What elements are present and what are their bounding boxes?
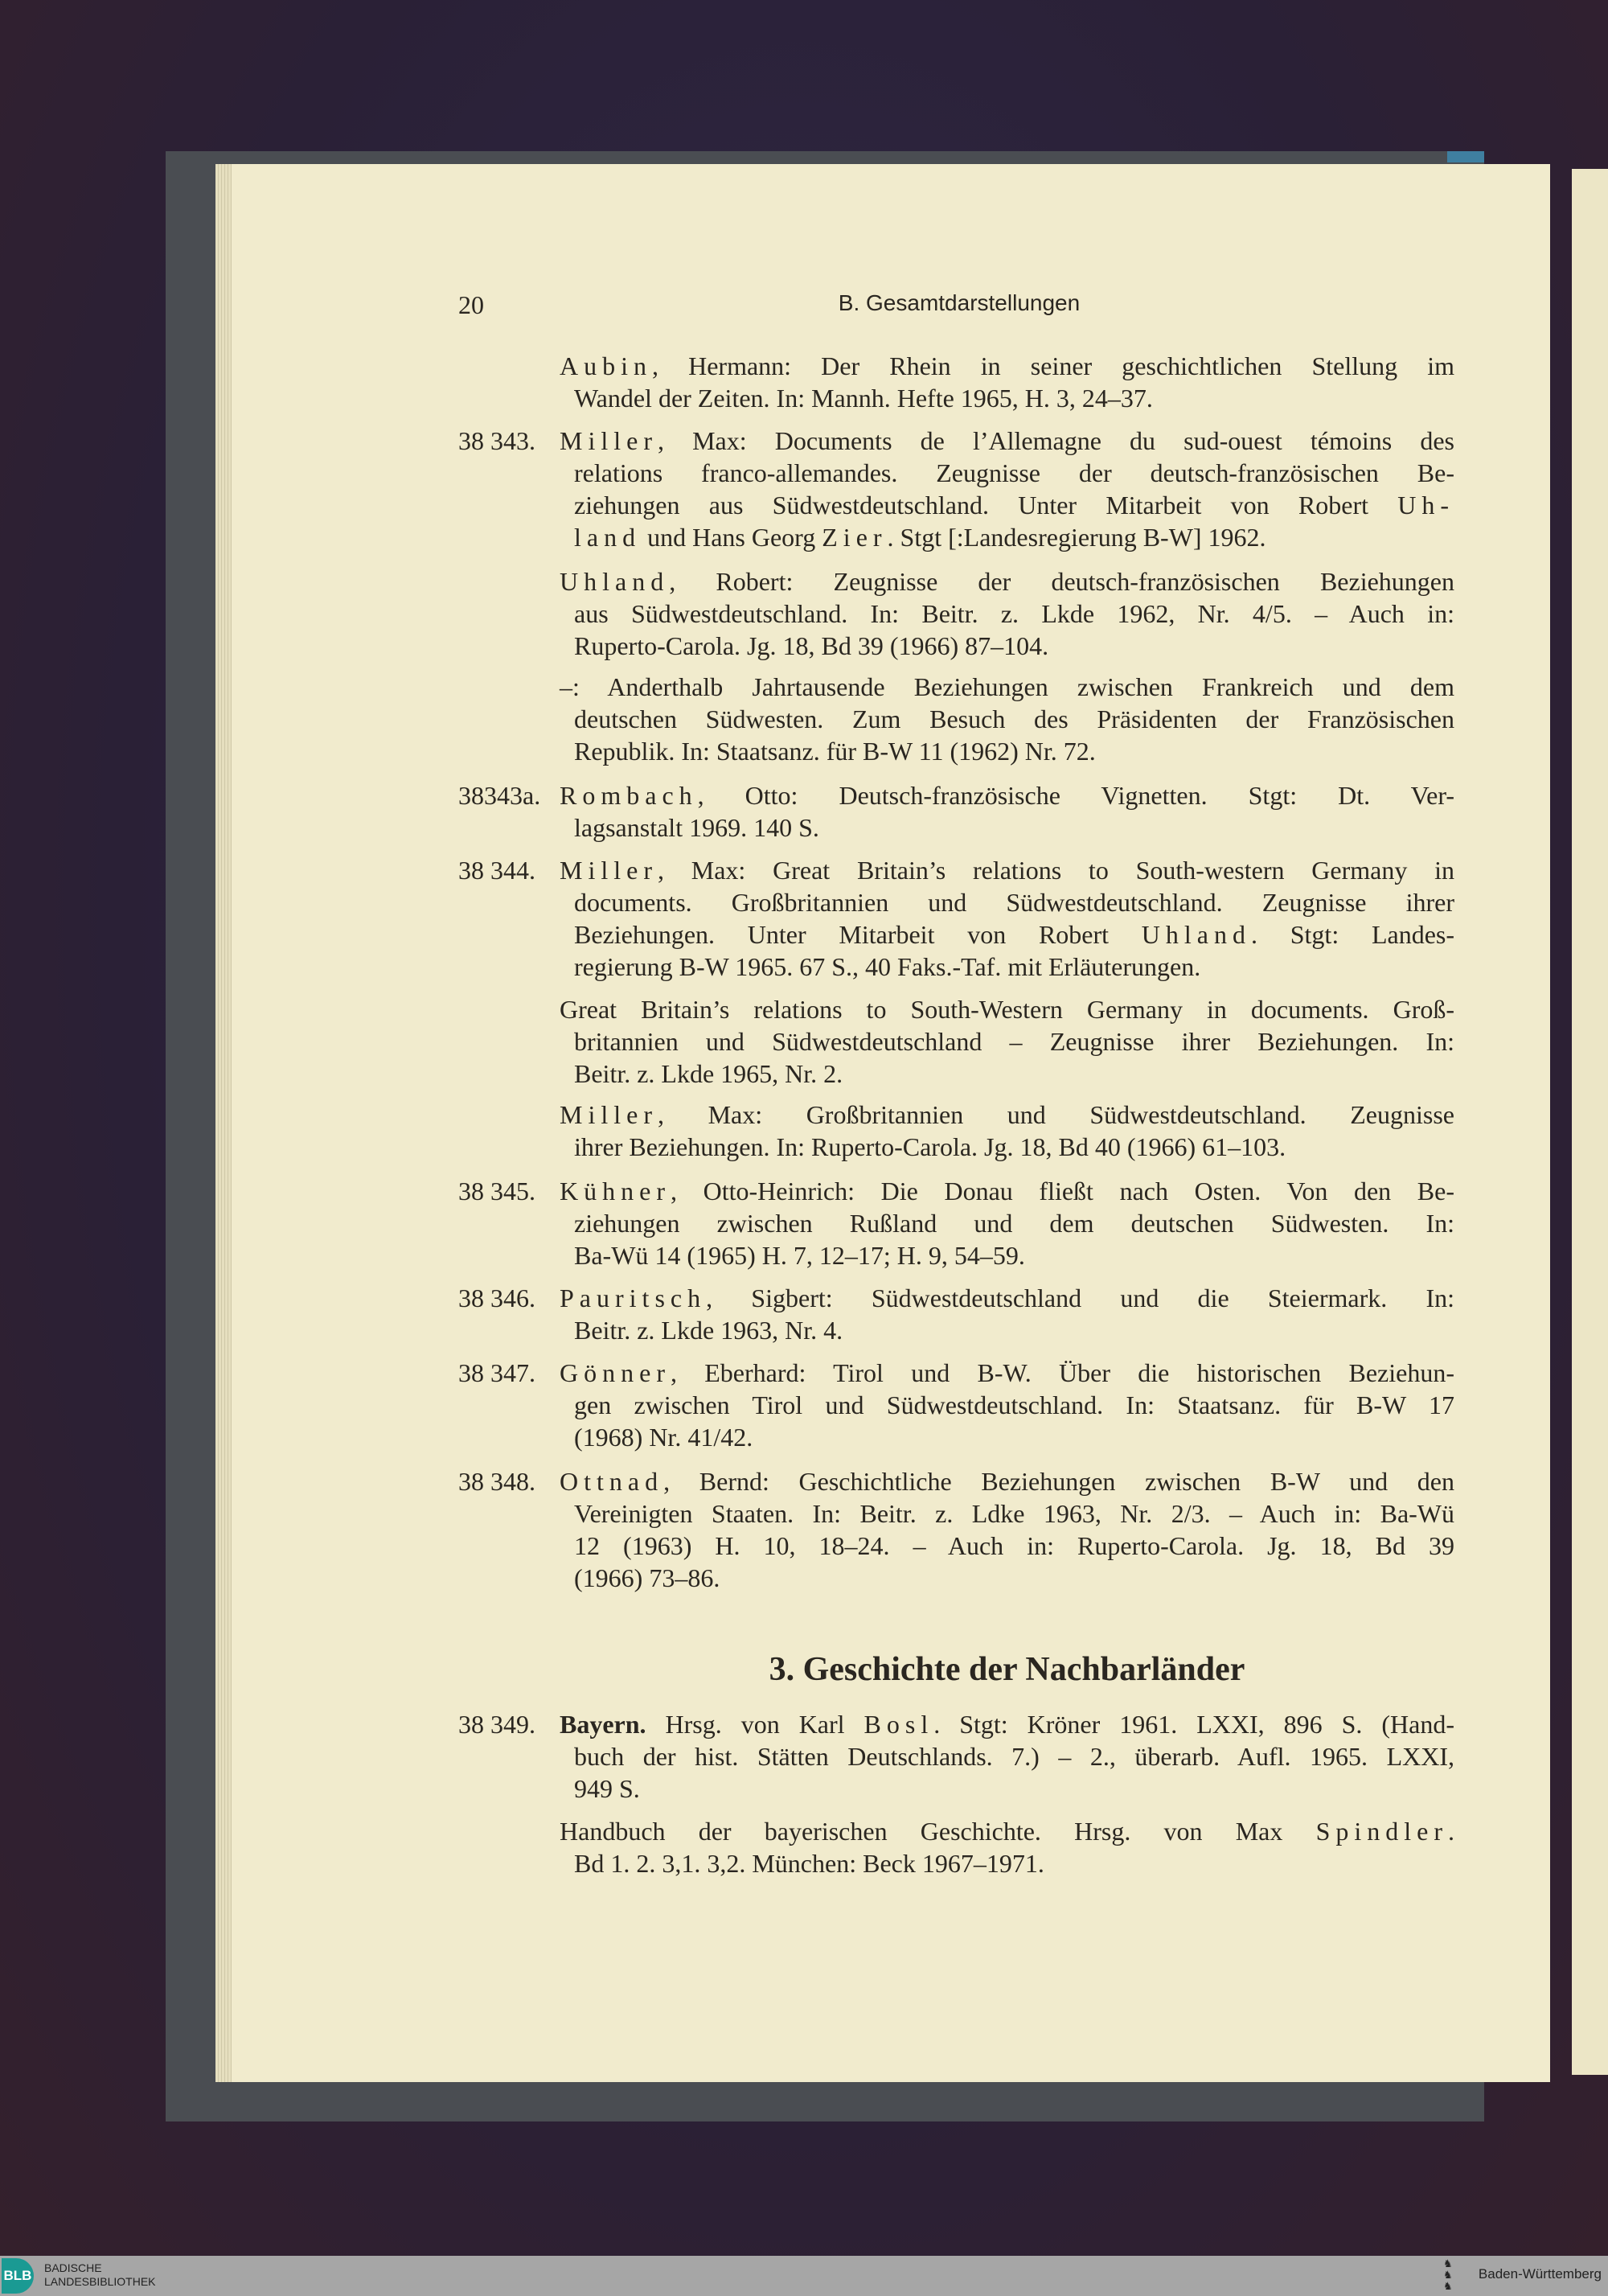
- text: relations franco-allemandes. Zeugnisse der deutsch-französischen Be-: [574, 458, 1454, 487]
- entry-line: [574, 630, 1454, 662]
- text: Wandel der Zeiten. In: Mannh. Hefte 1965, H. 3, 24–37.: [574, 384, 1153, 413]
- entry-line: [574, 811, 1454, 844]
- text: (1966) 73–86.: [574, 1563, 720, 1592]
- entry-line: [574, 1025, 1454, 1058]
- bibliography-entry: [560, 1465, 1454, 1594]
- entry-line: [560, 1282, 1454, 1314]
- entry-number: 38 347.: [458, 1358, 535, 1387]
- library-name-line2: LANDESBIBLIOTHEK: [44, 2275, 156, 2288]
- entry-line: [560, 854, 1454, 886]
- library-name[interactable]: [44, 2261, 156, 2289]
- entry-line: [560, 1099, 1454, 1131]
- entry-line: [574, 1740, 1454, 1772]
- text: ihrer Beziehungen. In: Ruperto-Carola. Jg. 18, Bd 40 (1966) 61–103.: [574, 1132, 1286, 1161]
- page-stack-edge: [215, 164, 233, 2082]
- entry-line: [560, 565, 1454, 598]
- bibliography-entry: [560, 1175, 1454, 1271]
- entry-line: [560, 1357, 1454, 1389]
- entry-number: 38 343.: [458, 426, 535, 455]
- text: . Stgt: Kröner 1961. LXXI, 896 S. (Hand-: [933, 1710, 1455, 1739]
- text: 949 S.: [574, 1774, 640, 1803]
- section-heading: 3. Geschichte der Nachbarländer: [769, 1651, 1245, 1688]
- entry-line: [574, 598, 1454, 630]
- entry-line: [574, 1530, 1454, 1562]
- entry-line: [574, 918, 1454, 951]
- text: Ba-Wü 14 (1965) H. 7, 12–17; H. 9, 54–59.: [574, 1241, 1025, 1270]
- author-name: Uh-: [1397, 491, 1454, 520]
- author-name: Zier: [822, 523, 888, 552]
- text: britannien und Südwestdeutschland – Zeugnisse ihrer Beziehungen. In:: [574, 1027, 1454, 1056]
- author-name: Bosl: [863, 1710, 934, 1739]
- text: , Hermann: Der Rhein in seiner geschichtlichen Stellung im: [652, 351, 1454, 380]
- bibliography-entry: [560, 1282, 1454, 1346]
- entry-line: [560, 1708, 1454, 1740]
- entry-line: [574, 1058, 1454, 1090]
- entry-number: 38 344.: [458, 856, 535, 885]
- entry-number: 38 348.: [458, 1467, 535, 1496]
- text: .: [1448, 1817, 1454, 1846]
- author-name: land: [574, 523, 642, 552]
- text: documents. Großbritannien und Südwestdeutschland. Zeugnisse ihrer: [574, 888, 1454, 917]
- text: und Hans Georg: [641, 523, 822, 552]
- author-name: Uhland: [560, 567, 670, 596]
- text: , Max: Great Britain’s relations to South-western Germany in: [657, 856, 1454, 885]
- entry-line: [574, 489, 1454, 521]
- entry-line: [574, 1314, 1454, 1346]
- text: , Max: Großbritannien und Südwestdeutschland. Zeugnisse: [657, 1100, 1454, 1129]
- author-name: Rombach: [560, 781, 698, 810]
- author-name: Ottnad: [560, 1467, 664, 1496]
- text: Vereinigten Staaten. In: Beitr. z. Ldke 1963, Nr. 2/3. – Auch in: Ba-Wü: [574, 1499, 1454, 1528]
- text: –: Anderthalb Jahrtausende Beziehungen zwischen Frankreich und dem: [560, 672, 1454, 701]
- entry-line: [574, 1847, 1454, 1879]
- text: . Stgt: Landes-: [1251, 920, 1455, 949]
- text: regierung B-W 1965. 67 S., 40 Faks.-Taf. mit Erläuterungen.: [574, 952, 1201, 981]
- entry-line: [560, 425, 1454, 457]
- author-name: Pauritsch: [560, 1284, 707, 1312]
- running-head: B. Gesamtdarstellungen: [838, 290, 1081, 315]
- entry-line: [574, 457, 1454, 489]
- entry-line: [574, 735, 1454, 767]
- text: Beitr. z. Lkde 1965, Nr. 2.: [574, 1059, 843, 1088]
- text: , Bernd: Geschichtliche Beziehungen zwischen B-W und den: [663, 1467, 1454, 1496]
- bibliography-entry: [560, 425, 1454, 553]
- bibliography-entry: [560, 565, 1454, 662]
- bibliography-entry: [560, 1815, 1454, 1879]
- text: , Robert: Zeugnisse der deutsch-französischen Beziehungen: [669, 567, 1454, 596]
- bw-lions-icon: ♞ ♞ ♞: [1443, 2257, 1453, 2292]
- entry-line: [574, 1239, 1454, 1271]
- text: deutschen Südwesten. Zum Besuch des Präsidenten der Französischen: [574, 704, 1454, 733]
- text: Beitr. z. Lkde 1963, Nr. 4.: [574, 1316, 843, 1345]
- entry-line: [574, 1497, 1454, 1530]
- text: lagsanstalt 1969. 140 S.: [574, 813, 819, 842]
- text: ziehungen aus Südwestdeutschland. Unter Mitarbeit von Robert: [574, 491, 1398, 520]
- state-logo-text[interactable]: Baden-Württemberg: [1478, 2266, 1602, 2282]
- text: Republik. In: Staatsanz. für B-W 11 (1962) Nr. 72.: [574, 737, 1096, 766]
- entry-line: [574, 1389, 1454, 1421]
- entry-line: [560, 1175, 1454, 1207]
- page-number: 20: [458, 290, 484, 319]
- text: Great Britain’s relations to South-Western Germany in documents. Groß-: [560, 995, 1454, 1024]
- entry-line: [574, 382, 1454, 414]
- library-name-line1: BADISCHE: [44, 2261, 102, 2274]
- text: (1968) Nr. 41/42.: [574, 1423, 753, 1452]
- blb-logo[interactable]: BLB: [2, 2258, 34, 2294]
- text: Hrsg. von Karl: [646, 1710, 864, 1739]
- text: Beziehungen. Unter Mitarbeit von Robert: [574, 920, 1142, 949]
- footer-bar: [0, 2256, 1608, 2296]
- author-name: Kühner: [560, 1177, 671, 1206]
- author-name: Aubin: [560, 351, 652, 380]
- entry-line: [574, 886, 1454, 918]
- bibliography-entry: [560, 779, 1454, 844]
- entry-line: [574, 1772, 1454, 1805]
- author-name: Miller: [560, 1100, 658, 1129]
- entry-line: [560, 1465, 1454, 1497]
- entry-line: [560, 671, 1454, 703]
- text: Handbuch der bayerischen Geschichte. Hrsg. von Max: [560, 1817, 1316, 1846]
- bibliography-entry: [560, 1099, 1454, 1163]
- bibliography-entry: [560, 350, 1454, 414]
- text: , Otto-Heinrich: Die Donau fließt nach Osten. Von den Be-: [670, 1177, 1454, 1206]
- author-name: Miller: [560, 426, 658, 455]
- author-name: Miller: [560, 856, 658, 885]
- bibliography-entry: [560, 1708, 1454, 1805]
- bibliography-entry: [560, 854, 1454, 983]
- entry-line: [574, 1207, 1454, 1239]
- entry-line: [574, 951, 1454, 983]
- text: , Otto: Deutsch-französische Vignetten. Stgt: Dt. Ver-: [697, 781, 1454, 810]
- text: Bd 1. 2. 3,1. 3,2. München: Beck 1967–1971.: [574, 1849, 1044, 1878]
- bibliography-entry: [560, 993, 1454, 1090]
- author-name: Gönner: [560, 1358, 671, 1387]
- text: , Max: Documents de l’Allemagne du sud-ouest témoins des: [657, 426, 1454, 455]
- entry-line: [560, 350, 1454, 382]
- text: ziehungen zwischen Rußland und dem deutschen Südwesten. In:: [574, 1209, 1454, 1238]
- entry-line: [574, 1131, 1454, 1163]
- entry-number: 38343a.: [458, 781, 541, 810]
- entry-line: [574, 521, 1454, 553]
- author-name: Uhland: [1141, 920, 1251, 949]
- next-page-edge: [1572, 169, 1608, 2075]
- entry-line: [574, 703, 1454, 735]
- entry-title-bold: Bayern.: [560, 1710, 646, 1739]
- text: , Eberhard: Tirol und B-W. Über die historischen Beziehun-: [670, 1358, 1454, 1387]
- entry-line: [560, 1815, 1454, 1847]
- entry-number: 38 346.: [458, 1284, 535, 1312]
- entry-line: [574, 1421, 1454, 1453]
- text: Ruperto-Carola. Jg. 18, Bd 39 (1966) 87–104.: [574, 631, 1049, 660]
- cover-edge: [1447, 151, 1484, 162]
- author-name: Spindler: [1315, 1817, 1448, 1846]
- text: . Stgt [:Landesregierung B-W] 1962.: [887, 523, 1266, 552]
- entry-number: 38 345.: [458, 1177, 535, 1206]
- text: 12 (1963) H. 10, 18–24. – Auch in: Ruperto-Carola. Jg. 18, Bd 39: [574, 1531, 1454, 1560]
- entry-line: [560, 993, 1454, 1025]
- text: buch der hist. Stätten Deutschlands. 7.) – 2., überarb. Aufl. 1965. LXXI,: [574, 1742, 1454, 1771]
- text: gen zwischen Tirol und Südwestdeutschland. In: Staatsanz. für B-W 17: [574, 1390, 1454, 1419]
- text: aus Südwestdeutschland. In: Beitr. z. Lkde 1962, Nr. 4/5. – Auch in:: [574, 599, 1454, 628]
- bibliography-entry: [560, 671, 1454, 767]
- text: , Sigbert: Südwestdeutschland und die Steiermark. In:: [706, 1284, 1454, 1312]
- entry-line: [574, 1562, 1454, 1594]
- bibliography-entry: [560, 1357, 1454, 1453]
- entry-line: [560, 779, 1454, 811]
- entry-number: 38 349.: [458, 1710, 535, 1739]
